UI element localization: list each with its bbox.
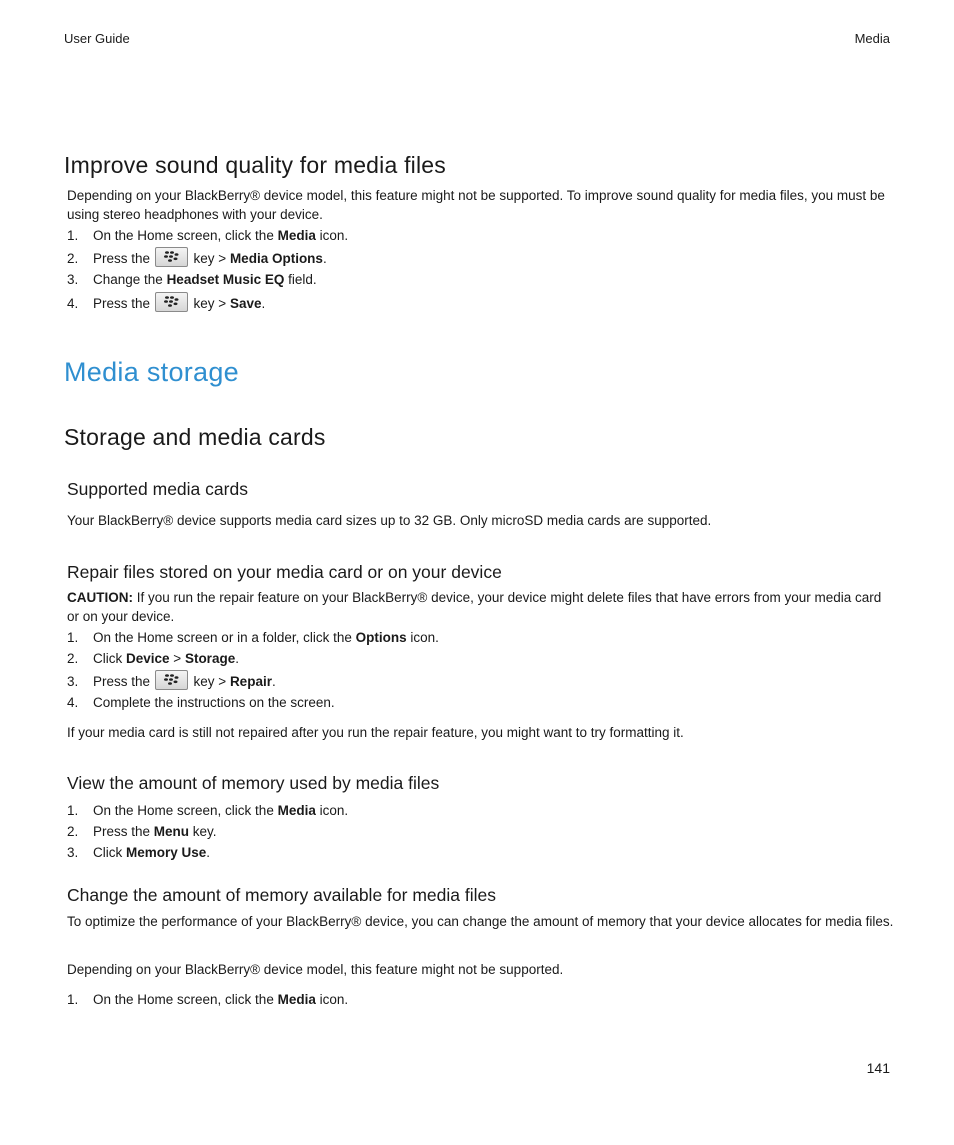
step-text-end: icon. [406, 630, 439, 645]
media-storage-heading: Media storage [64, 357, 239, 387]
change-memory-heading: Change the amount of memory available for media files [67, 885, 496, 905]
step-text-end: key. [189, 824, 217, 839]
step-bold: Media Options [229, 251, 323, 266]
improve-step-1 [67, 226, 348, 245]
storage-cards-heading: Storage and media cards [64, 424, 326, 450]
view-memory-heading: View the amount of memory used by media files [67, 773, 440, 793]
caution-text: If you run the repair feature on your BlackBerry® device, your device might delete files that have errors from your media card or on your device. [67, 590, 882, 624]
repair-step-1 [67, 628, 439, 647]
step-text: On the Home screen, click the [93, 803, 278, 818]
step-text: Press the [93, 296, 154, 311]
change-memory-note: Depending on your BlackBerry® device model, this feature might not be supported. [67, 962, 564, 977]
change-memory-intro: To optimize the performance of your BlackBerry® device, you can change the amount of memory that your device allocates for media files. [67, 914, 894, 929]
repair-step-2 [67, 649, 239, 668]
repair-heading: Repair files stored on your media card or on your device [67, 562, 502, 582]
step-bold: Headset Music EQ [166, 272, 285, 287]
step-text: On the Home screen or in a folder, click the [93, 630, 356, 645]
step-text-end: icon. [315, 228, 349, 243]
step-number: 2. [67, 651, 79, 666]
step-number: 1. [67, 228, 79, 243]
step-text-end: icon. [315, 992, 349, 1007]
step-number: 3. [67, 272, 79, 287]
running-header-title: User Guide [64, 31, 130, 46]
step-key-text: key > [189, 296, 230, 311]
supported-cards-text: Your BlackBerry® device supports media card sizes up to 32 GB. Only microSD media cards are supported. [67, 513, 712, 528]
step-key-text: key > [189, 674, 230, 689]
caution-label: CAUTION: [67, 590, 133, 605]
page-number: 141 [866, 1060, 890, 1076]
step-number: 2. [67, 251, 79, 266]
step-number: 1. [67, 803, 79, 818]
repair-caution [67, 588, 897, 626]
improve-sound-intro: Depending on your BlackBerry® device model, this feature might not be supported. To improve sound quality for media files, you must be using stereo headphones with your device. [67, 188, 885, 222]
step-bold: Memory Use [126, 845, 207, 860]
repair-step-3 [67, 670, 276, 691]
improve-sound-heading: Improve sound quality for media files [64, 152, 446, 178]
step-text: On the Home screen, click the [93, 992, 278, 1007]
improve-step-2 [67, 247, 327, 268]
view-memory-step-2 [67, 822, 217, 841]
step-number: 4. [67, 296, 79, 311]
step-bold: Save [229, 296, 262, 311]
step-number: 1. [67, 630, 79, 645]
step-bold: Options [355, 630, 407, 645]
step-number: 1. [67, 992, 79, 1007]
step-key-text: key > [189, 251, 230, 266]
step-bold: Media [277, 803, 316, 818]
step-text: Click [93, 651, 126, 666]
step-text-end: . [271, 674, 276, 689]
step-text: Complete the instructions on the screen. [93, 695, 335, 710]
step-bold: Menu [153, 824, 190, 839]
view-memory-step-3 [67, 843, 210, 862]
step-number: 4. [67, 695, 79, 710]
step-text: Click [93, 845, 126, 860]
step-text-end: field. [284, 272, 317, 287]
blackberry-menu-key-icon [155, 247, 188, 267]
step-text: Change the [93, 272, 167, 287]
step-text-end: . [261, 296, 266, 311]
change-memory-step-1 [67, 990, 348, 1009]
step-bold: Media [277, 992, 316, 1007]
step-bold-2: Storage [184, 651, 236, 666]
step-text: Press the [93, 251, 154, 266]
improve-step-4 [67, 292, 265, 313]
step-text-end: . [322, 251, 327, 266]
step-number: 2. [67, 824, 79, 839]
step-text: Press the [93, 674, 154, 689]
repair-note: If your media card is still not repaired after you run the repair feature, you might want to try formatting it. [67, 725, 684, 740]
step-text-end: . [206, 845, 211, 860]
step-bold: Repair [229, 674, 272, 689]
step-separator: > [169, 651, 185, 666]
step-number: 3. [67, 674, 79, 689]
step-bold: Media [277, 228, 316, 243]
blackberry-menu-key-icon [155, 670, 188, 690]
supported-cards-heading: Supported media cards [67, 479, 248, 499]
step-number: 3. [67, 845, 79, 860]
step-text: Press the [93, 824, 154, 839]
improve-step-3 [67, 270, 317, 289]
step-text-end: . [235, 651, 239, 666]
step-text: On the Home screen, click the [93, 228, 278, 243]
step-text-end: icon. [315, 803, 349, 818]
blackberry-menu-key-icon [155, 292, 188, 312]
step-bold: Device [126, 651, 170, 666]
view-memory-step-1 [67, 801, 348, 820]
running-header-section: Media [854, 31, 890, 46]
repair-step-4 [67, 693, 335, 712]
